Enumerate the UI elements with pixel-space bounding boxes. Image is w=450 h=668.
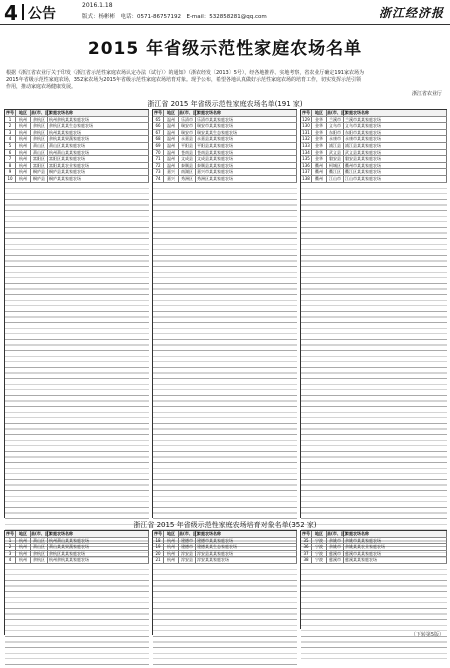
cell-index: 1: [5, 117, 16, 123]
cell-index: 4: [5, 557, 16, 563]
cell-county: 武义县: [327, 150, 344, 156]
cell-region: 杭州: [16, 143, 31, 149]
cell-farm-name: 永嘉县某某家庭农场: [196, 136, 297, 142]
table-continuation-rows: [5, 564, 149, 668]
cell-index: 38: [301, 557, 312, 563]
cell-index: 4: [5, 136, 16, 142]
table1-column-2: [152, 109, 297, 518]
cell-region: 嘉兴: [164, 169, 179, 175]
cell-region: 杭州: [164, 557, 179, 563]
cell-county: 萧山区: [31, 143, 48, 149]
cell-region: 衢州: [312, 176, 327, 182]
cell-county: 余姚市: [327, 544, 344, 550]
table-row: [5, 143, 149, 150]
cell-county: 文成县: [179, 156, 196, 162]
cell-county: 磐安县: [327, 156, 344, 162]
table-row: [153, 156, 297, 163]
table2-caption: 浙江省 2015 年省级示范性家庭农场培育对象名单(352 家): [133, 521, 317, 529]
cell-county: 县(市、区): [179, 110, 199, 115]
issuing-organization: 浙江省农业厅: [411, 91, 442, 97]
cell-index: 19: [153, 544, 164, 550]
cell-index: 130: [301, 123, 312, 129]
continued-note: （下转第5版）: [410, 632, 444, 638]
cell-index: 序号: [302, 110, 310, 115]
cell-county: 东阳市: [327, 130, 344, 136]
cell-region: 杭州: [16, 130, 31, 136]
table-row: [153, 544, 297, 551]
cell-county: 兰溪市: [327, 117, 344, 123]
cell-index: 序号: [154, 531, 162, 536]
cell-index: 129: [301, 117, 312, 123]
cell-county: 瑞安市: [179, 123, 196, 129]
cell-index: 20: [153, 551, 164, 557]
cell-county: 桐庐县: [31, 176, 48, 182]
cell-farm-name: 浦江县某某家庭农场: [344, 143, 447, 149]
cell-index: 21: [153, 557, 164, 563]
cell-index: 72: [153, 163, 164, 169]
cell-index: 68: [153, 136, 164, 142]
cell-region: 温州: [164, 150, 179, 156]
cell-region: 地区: [164, 531, 179, 537]
cell-index: 1: [5, 538, 16, 544]
table-row: [301, 544, 447, 551]
cell-county: 永嘉县: [179, 136, 196, 142]
cell-county: 淳安县: [179, 551, 196, 557]
cell-region: 杭州: [16, 538, 31, 544]
cell-index: 71: [153, 156, 164, 162]
cell-region: 杭州: [16, 136, 31, 142]
cell-index: 136: [301, 163, 312, 169]
table-header-row: [5, 110, 149, 117]
cell-farm-name: 家庭农场名称: [344, 110, 447, 116]
cell-index: 35: [301, 538, 312, 544]
cell-index: 135: [301, 156, 312, 162]
cell-index: 138: [301, 176, 312, 182]
cell-county: 平阳县: [179, 143, 196, 149]
cell-region: 衢州: [312, 163, 327, 169]
intro-line: 根据《浙江省农业厅关于印发〈浙江省示范性家庭农场认定办法（试行）〉的通知》（浙农经发〔2013〕5号），经各地推荐、实地考察，省农业厅确定191家农场为: [6, 70, 364, 76]
cell-index: 133: [301, 143, 312, 149]
cell-farm-name: 富阳区某某家庭农场: [48, 156, 149, 162]
cell-farm-name: 文成县某某家庭农场: [196, 156, 297, 162]
table-row: [5, 169, 149, 176]
table-header-row: [153, 110, 297, 117]
table-row: [5, 557, 149, 564]
cell-index: 67: [153, 130, 164, 136]
cell-region: 宁波: [312, 544, 327, 550]
cell-region: 杭州: [16, 150, 31, 156]
cell-farm-name: 武义县某某家庭农场: [344, 150, 447, 156]
cell-farm-name: 余杭区某某生态家庭农场: [48, 123, 149, 129]
cell-county: 余杭区: [31, 130, 48, 136]
table2-column-1: [4, 530, 149, 635]
cell-county: 县(市、区): [327, 531, 347, 536]
masthead-logo: 浙江经济报: [378, 6, 444, 20]
cell-county: 秀洲区: [179, 176, 196, 182]
cell-index: 131: [301, 130, 312, 136]
cell-farm-name: 衢江区某某家庭农场: [344, 169, 447, 175]
table1-caption: 浙江省 2015 年省级示范性家庭农场名单(191 家): [147, 100, 303, 108]
cell-index: 10: [5, 176, 16, 182]
cell-farm-name: 泰顺县某某家庭农场: [196, 163, 297, 169]
table2-column-2: [152, 530, 297, 635]
cell-farm-name: 余姚某某农业家庭农场: [344, 544, 447, 550]
cell-index: 序号: [6, 110, 14, 115]
table1-column-3: [300, 109, 447, 518]
cell-index: 66: [153, 123, 164, 129]
cell-county: 余杭区: [31, 123, 48, 129]
table-header-row: [5, 531, 149, 538]
table-continuation-rows: [153, 564, 297, 668]
cell-farm-name: 家庭农场名称: [344, 531, 447, 537]
cell-index: 3: [5, 130, 16, 136]
table-row: [301, 156, 447, 163]
cell-county: 富阳区: [31, 163, 48, 169]
cell-region: 宁波: [312, 557, 327, 563]
cell-farm-name: 杭州萧山某某家庭农场: [48, 150, 149, 156]
cell-farm-name: 磐安县某某家庭农场: [344, 156, 447, 162]
cell-region: 杭州: [16, 163, 31, 169]
cell-region: 地区: [312, 531, 327, 537]
cell-index: 18: [153, 538, 164, 544]
header-divider: [22, 4, 24, 20]
cell-farm-name: 义乌市某某家庭农场: [344, 123, 447, 129]
cell-farm-name: 余杭某某果蔬家庭农场: [48, 136, 149, 142]
cell-region: 温州: [164, 156, 179, 162]
cell-region: 温州: [164, 136, 179, 142]
cell-index: 134: [301, 150, 312, 156]
cell-farm-name: 瑞安市某某家庭农场: [196, 123, 297, 129]
table-row: [5, 544, 149, 551]
table-row: [301, 176, 447, 183]
cell-index: 6: [5, 150, 16, 156]
cell-index: 70: [153, 150, 164, 156]
cell-county: 瑞安市: [179, 130, 196, 136]
cell-region: 杭州: [16, 117, 31, 123]
cell-region: 杭州: [16, 156, 31, 162]
cell-region: 宁波: [312, 538, 327, 544]
table-header-row: [301, 531, 447, 538]
cell-index: 2: [5, 123, 16, 129]
table-row: [153, 143, 297, 150]
cell-index: 74: [153, 176, 164, 182]
cell-county: 衢江区: [327, 169, 344, 175]
cell-county: 浦江县: [327, 143, 344, 149]
cell-farm-name: 淳安某某家庭农场: [196, 557, 297, 563]
intro-line: 2015年省级示范性家庭农场，352家农场为2015年省级示范性家庭农场培育对象。现予公布，希望各地认真做好示范性家庭农场的培育工作，切实发挥示范引领: [6, 77, 362, 83]
table-row: [153, 136, 297, 143]
cell-farm-name: 杭州余杭某某家庭农场: [48, 557, 149, 563]
cell-region: 地区: [16, 531, 31, 537]
cell-county: 柯城区: [327, 163, 344, 169]
cell-farm-name: 杭州萧山某某家庭农场: [48, 538, 149, 544]
cell-index: 37: [301, 551, 312, 557]
cell-region: 杭州: [16, 551, 31, 557]
cell-county: 县(市、区): [31, 531, 51, 536]
cell-farm-name: 永康市某某家庭农场: [344, 136, 447, 142]
cell-index: 73: [153, 169, 164, 175]
cell-region: 杭州: [164, 544, 179, 550]
cell-region: 金华: [312, 136, 327, 142]
page-title: 2015 年省级示范性家庭农场名单: [87, 39, 363, 59]
cell-region: 杭州: [16, 176, 31, 182]
editor-contact: 版式：杨彬彬 电话：0571-86757192 E-mail：532858281@qq.com: [82, 14, 267, 20]
cell-county: 萧山区: [31, 150, 48, 156]
cell-farm-name: 苍南县某某家庭农场: [196, 150, 297, 156]
cell-farm-name: 桐庐某某家庭农场: [48, 176, 149, 182]
table-header-row: [301, 110, 447, 117]
cell-farm-name: 瑞安某某生态家庭农场: [196, 130, 297, 136]
cell-farm-name: 衢州市某某家庭农场: [344, 163, 447, 169]
cell-farm-name: 富阳某某农业家庭农场: [48, 163, 149, 169]
table-row: [5, 156, 149, 163]
cell-county: 富阳区: [31, 156, 48, 162]
intro-paragraph: [6, 70, 444, 91]
table-header-row: [153, 531, 297, 538]
cell-index: 序号: [6, 531, 14, 536]
cell-county: 淳安县: [179, 557, 196, 563]
cell-farm-name: 余姚市某某家庭农场: [344, 538, 447, 544]
cell-region: 杭州: [16, 544, 31, 550]
cell-county: 慈溪市: [327, 551, 344, 557]
cell-region: 杭州: [16, 557, 31, 563]
cell-region: 金华: [312, 123, 327, 129]
cell-farm-name: 建德市某某家庭农场: [196, 538, 297, 544]
cell-county: 建德市: [179, 538, 196, 544]
table-row: [5, 123, 149, 130]
cell-region: 温州: [164, 123, 179, 129]
cell-index: 5: [5, 143, 16, 149]
table-row: [301, 557, 447, 564]
cell-index: 2: [5, 544, 16, 550]
cell-county: 泰顺县: [179, 163, 196, 169]
cell-index: 65: [153, 117, 164, 123]
table-row: [153, 176, 297, 183]
cell-farm-name: 建德某某生态家庭农场: [196, 544, 297, 550]
issue-date: 2016.1.18: [82, 2, 113, 9]
cell-county: 建德市: [179, 544, 196, 550]
table-row: [153, 123, 297, 130]
cell-region: 金华: [312, 117, 327, 123]
cell-index: 69: [153, 143, 164, 149]
cell-region: 金华: [312, 130, 327, 136]
cell-index: 36: [301, 544, 312, 550]
cell-county: 余姚市: [327, 538, 344, 544]
cell-region: 地区: [16, 110, 31, 116]
cell-region: 杭州: [164, 551, 179, 557]
cell-region: 嘉兴: [164, 176, 179, 182]
cell-region: 温州: [164, 163, 179, 169]
cell-farm-name: 秀洲区某某家庭农场: [196, 176, 297, 182]
cell-index: 序号: [154, 110, 162, 115]
cell-farm-name: 家庭农场名称: [196, 110, 297, 116]
cell-farm-name: 桐庐县某某家庭农场: [48, 169, 149, 175]
cell-farm-name: 平阳县某某家庭农场: [196, 143, 297, 149]
cell-region: 温州: [164, 130, 179, 136]
table-row: [301, 143, 447, 150]
cell-county: 余杭区: [31, 117, 48, 123]
cell-county: 永康市: [327, 136, 344, 142]
table-row: [5, 176, 149, 183]
cell-region: 温州: [164, 117, 179, 123]
cell-region: 地区: [312, 110, 327, 116]
intro-line: 作用，推动家庭农场健康发展。: [6, 84, 77, 90]
cell-farm-name: 杭州某某家庭农场: [48, 130, 149, 136]
table1-column-1: [4, 109, 149, 518]
cell-region: 宁波: [312, 551, 327, 557]
cell-index: 8: [5, 163, 16, 169]
cell-region: 杭州: [16, 123, 31, 129]
cell-county: 余杭区: [31, 551, 48, 557]
section-name: 公告: [28, 6, 56, 22]
table-row: [301, 136, 447, 143]
cell-farm-name: 萧山某某果蔬家庭农场: [48, 544, 149, 550]
cell-index: 132: [301, 136, 312, 142]
cell-farm-name: 家庭农场名称: [48, 531, 149, 537]
cell-county: 县(市、区): [327, 110, 347, 115]
table-continuation-rows: [301, 564, 447, 662]
cell-farm-name: 淳安县某某家庭农场: [196, 551, 297, 557]
cell-county: 萧山区: [31, 544, 48, 550]
table-row: [153, 557, 297, 564]
cell-index: 137: [301, 169, 312, 175]
cell-farm-name: 乐清市某某家庭农场: [196, 117, 297, 123]
cell-farm-name: 家庭农场名称: [48, 110, 149, 116]
table-row: [5, 136, 149, 143]
cell-county: 县(市、区): [179, 531, 199, 536]
table2-column-3: [300, 530, 447, 629]
cell-region: 温州: [164, 143, 179, 149]
cell-county: 桐庐县: [31, 169, 48, 175]
cell-county: 余杭区: [31, 557, 48, 563]
cell-farm-name: 东阳市某某家庭农场: [344, 130, 447, 136]
cell-index: 9: [5, 169, 16, 175]
cell-region: 衢州: [312, 169, 327, 175]
cell-farm-name: 兰溪市某某家庭农场: [344, 117, 447, 123]
page-number: 4: [4, 1, 18, 25]
cell-county: 慈溪市: [327, 557, 344, 563]
table-row: [301, 169, 447, 176]
cell-farm-name: 江山市某某家庭农场: [344, 176, 447, 182]
cell-farm-name: 慈溪市某某家庭农场: [344, 551, 447, 557]
cell-farm-name: 家庭农场名称: [196, 531, 297, 537]
cell-region: 金华: [312, 150, 327, 156]
cell-county: 南湖区: [179, 169, 196, 175]
cell-county: 乐清市: [179, 117, 196, 123]
cell-region: 金华: [312, 156, 327, 162]
cell-index: 7: [5, 156, 16, 162]
cell-farm-name: 慈溪某某家庭农场: [344, 557, 447, 563]
cell-farm-name: 萧山区某某家庭农场: [48, 143, 149, 149]
cell-county: 江山市: [327, 176, 344, 182]
cell-region: 杭州: [16, 169, 31, 175]
cell-index: 3: [5, 551, 16, 557]
cell-region: 金华: [312, 143, 327, 149]
cell-county: 县(市、区): [31, 110, 51, 115]
cell-region: 杭州: [164, 538, 179, 544]
table-row: [301, 123, 447, 130]
cell-index: 序号: [302, 531, 310, 536]
cell-county: 义乌市: [327, 123, 344, 129]
cell-county: 萧山区: [31, 538, 48, 544]
cell-county: 余杭区: [31, 136, 48, 142]
page-header: [0, 0, 450, 25]
cell-farm-name: 杭州余杭某某家庭农场: [48, 117, 149, 123]
cell-region: 地区: [164, 110, 179, 116]
cell-farm-name: 余杭区某某家庭农场: [48, 551, 149, 557]
table-row: [153, 169, 297, 176]
cell-county: 苍南县: [179, 150, 196, 156]
cell-farm-name: 嘉兴市某某家庭农场: [196, 169, 297, 175]
